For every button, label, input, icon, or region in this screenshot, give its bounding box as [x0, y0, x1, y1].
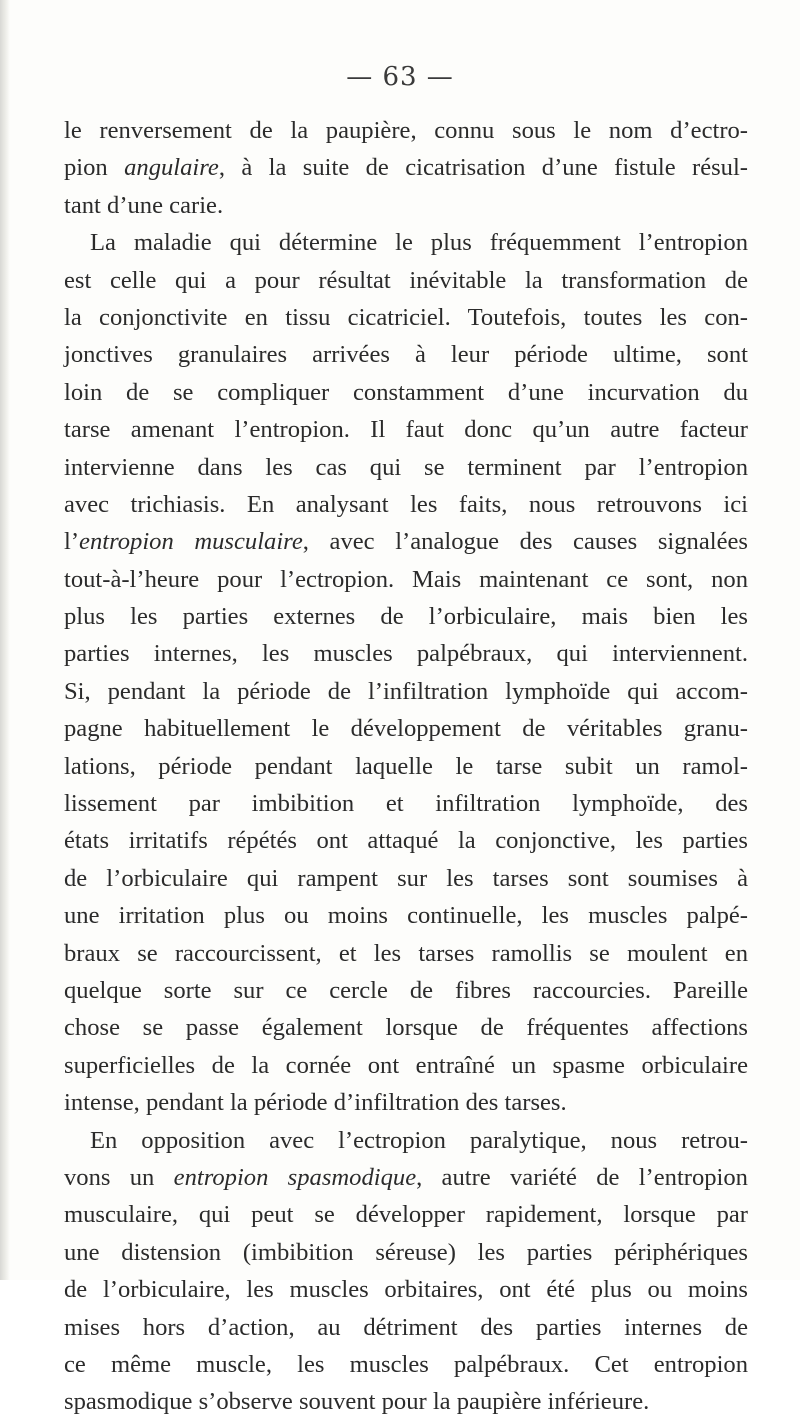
text-line — [64, 1383, 748, 1420]
text-run: lissement par imbibition et infiltration lymphoïde, des — [64, 790, 748, 818]
text-run: , autre variété de l’entropion — [416, 1163, 748, 1191]
text-run: En opposition avec l’ectropion paralytique, nous retrou- — [90, 1126, 748, 1154]
text-run: mises hors d’action, au détriment des parties internes de — [64, 1313, 748, 1341]
text-run: Si, pendant la période de l’infiltration lymphoïde qui accom- — [64, 677, 748, 705]
italic-term: entropion musculaire — [79, 528, 303, 556]
text-line — [64, 785, 748, 822]
text-line — [64, 972, 748, 1009]
text-line — [64, 598, 748, 635]
text-line — [64, 1234, 748, 1271]
page-binding-edge — [0, 0, 10, 1280]
text-run: avec trichiasis. En analysant les faits, nous retrouvons ici — [64, 490, 748, 518]
text-run: spasmodique s’observe souvent pour la paupière inférieure. — [64, 1388, 650, 1416]
text-run: , à la suite de cicatrisation d’une fistule résul- — [218, 154, 749, 182]
text-line — [64, 860, 748, 897]
text-run: plus les parties externes de l’orbiculaire, mais bien les — [64, 603, 748, 631]
text-line — [64, 897, 748, 934]
text-run: états irritatifs répétés ont attaqué la conjonctive, les parties — [64, 827, 748, 855]
text-run: chose se passe également lorsque de fréquentes affections — [64, 1014, 748, 1042]
paragraph — [64, 1122, 748, 1421]
text-line — [64, 336, 748, 373]
text-run: superficielles de la cornée ont entraîné un spasme orbiculaire — [64, 1051, 748, 1079]
text-line — [64, 673, 748, 710]
text-run: la conjonctivite en tissu cicatriciel. Toutefois, toutes les con- — [64, 303, 748, 331]
text-run: tout-à-l’heure pour l’ectropion. Mais maintenant ce sont, non — [64, 565, 748, 593]
body-text — [64, 112, 748, 1421]
text-line — [64, 1047, 748, 1084]
page-number: — 63 — — [346, 62, 454, 92]
paragraph — [64, 224, 748, 1121]
text-run: pagne habituellement le développement de véritables granu- — [64, 715, 748, 743]
text-line — [64, 112, 748, 149]
paragraph — [64, 112, 748, 224]
text-run: jonctives granulaires arrivées à leur période ultime, sont — [64, 341, 748, 369]
text-line — [64, 523, 748, 560]
text-line — [64, 710, 748, 747]
text-run: intervienne dans les cas qui se terminent par l’entropion — [64, 453, 748, 481]
text-run: parties internes, les muscles palpébraux, qui interviennent. — [64, 640, 748, 668]
text-line — [64, 635, 748, 672]
text-run: est celle qui a pour résultat inévitable la transformation de — [64, 266, 748, 294]
text-line — [64, 561, 748, 598]
text-line — [64, 262, 748, 299]
text-line — [64, 486, 748, 523]
text-line — [64, 1159, 748, 1196]
text-line — [64, 149, 748, 186]
text-run: de l’orbiculaire, les muscles orbitaires, ont été plus ou moins — [64, 1276, 748, 1304]
text-run: tant d’une carie. — [64, 191, 224, 219]
text-run: La maladie qui détermine le plus fréquemment l’entropion — [90, 229, 748, 257]
text-line — [64, 1084, 748, 1121]
text-line — [64, 1122, 748, 1159]
text-run: lations, période pendant laquelle le tarse subit un ramol- — [64, 752, 748, 780]
text-line — [64, 1309, 748, 1346]
text-line — [64, 1346, 748, 1383]
text-run: tarse amenant l’entropion. Il faut donc qu’un autre facteur — [64, 416, 748, 444]
text-line — [64, 374, 748, 411]
text-run: braux se raccourcissent, et les tarses ramollis se moulent en — [64, 939, 748, 967]
text-line — [64, 822, 748, 859]
text-run: loin de se compliquer constamment d’une incurvation du — [64, 378, 748, 406]
text-run: pion — [64, 154, 125, 182]
text-line — [64, 224, 748, 261]
text-line — [64, 1009, 748, 1046]
text-line — [64, 1271, 748, 1308]
text-line — [64, 187, 748, 224]
text-run: quelque sorte sur ce cercle de fibres raccourcies. Pareille — [64, 976, 748, 1004]
text-run: de l’orbiculaire qui rampent sur les tarses sont soumises à — [64, 864, 748, 892]
text-line — [64, 449, 748, 486]
text-line — [64, 1196, 748, 1233]
text-run: l’ — [64, 528, 80, 556]
text-run: vons un — [64, 1163, 174, 1191]
text-run: ce même muscle, les muscles palpébraux. Cet entropion — [64, 1350, 748, 1378]
text-run: le renversement de la paupière, connu sous le nom d’ectro- — [64, 117, 748, 144]
text-line — [64, 299, 748, 336]
text-run: , avec l’analogue des causes signalées — [302, 528, 748, 556]
text-line — [64, 411, 748, 448]
italic-term: angulaire — [124, 154, 219, 182]
italic-term: entropion spasmodique — [173, 1163, 417, 1191]
text-run: intense, pendant la période d’infiltration des tarses. — [64, 1089, 567, 1117]
text-run: une distension (imbibition séreuse) les parties périphériques — [64, 1238, 748, 1266]
text-run: musculaire, qui peut se développer rapidement, lorsque par — [64, 1201, 748, 1229]
text-run: une irritation plus ou moins continuelle, les muscles palpé- — [64, 902, 748, 930]
text-line — [64, 935, 748, 972]
text-line — [64, 748, 748, 785]
